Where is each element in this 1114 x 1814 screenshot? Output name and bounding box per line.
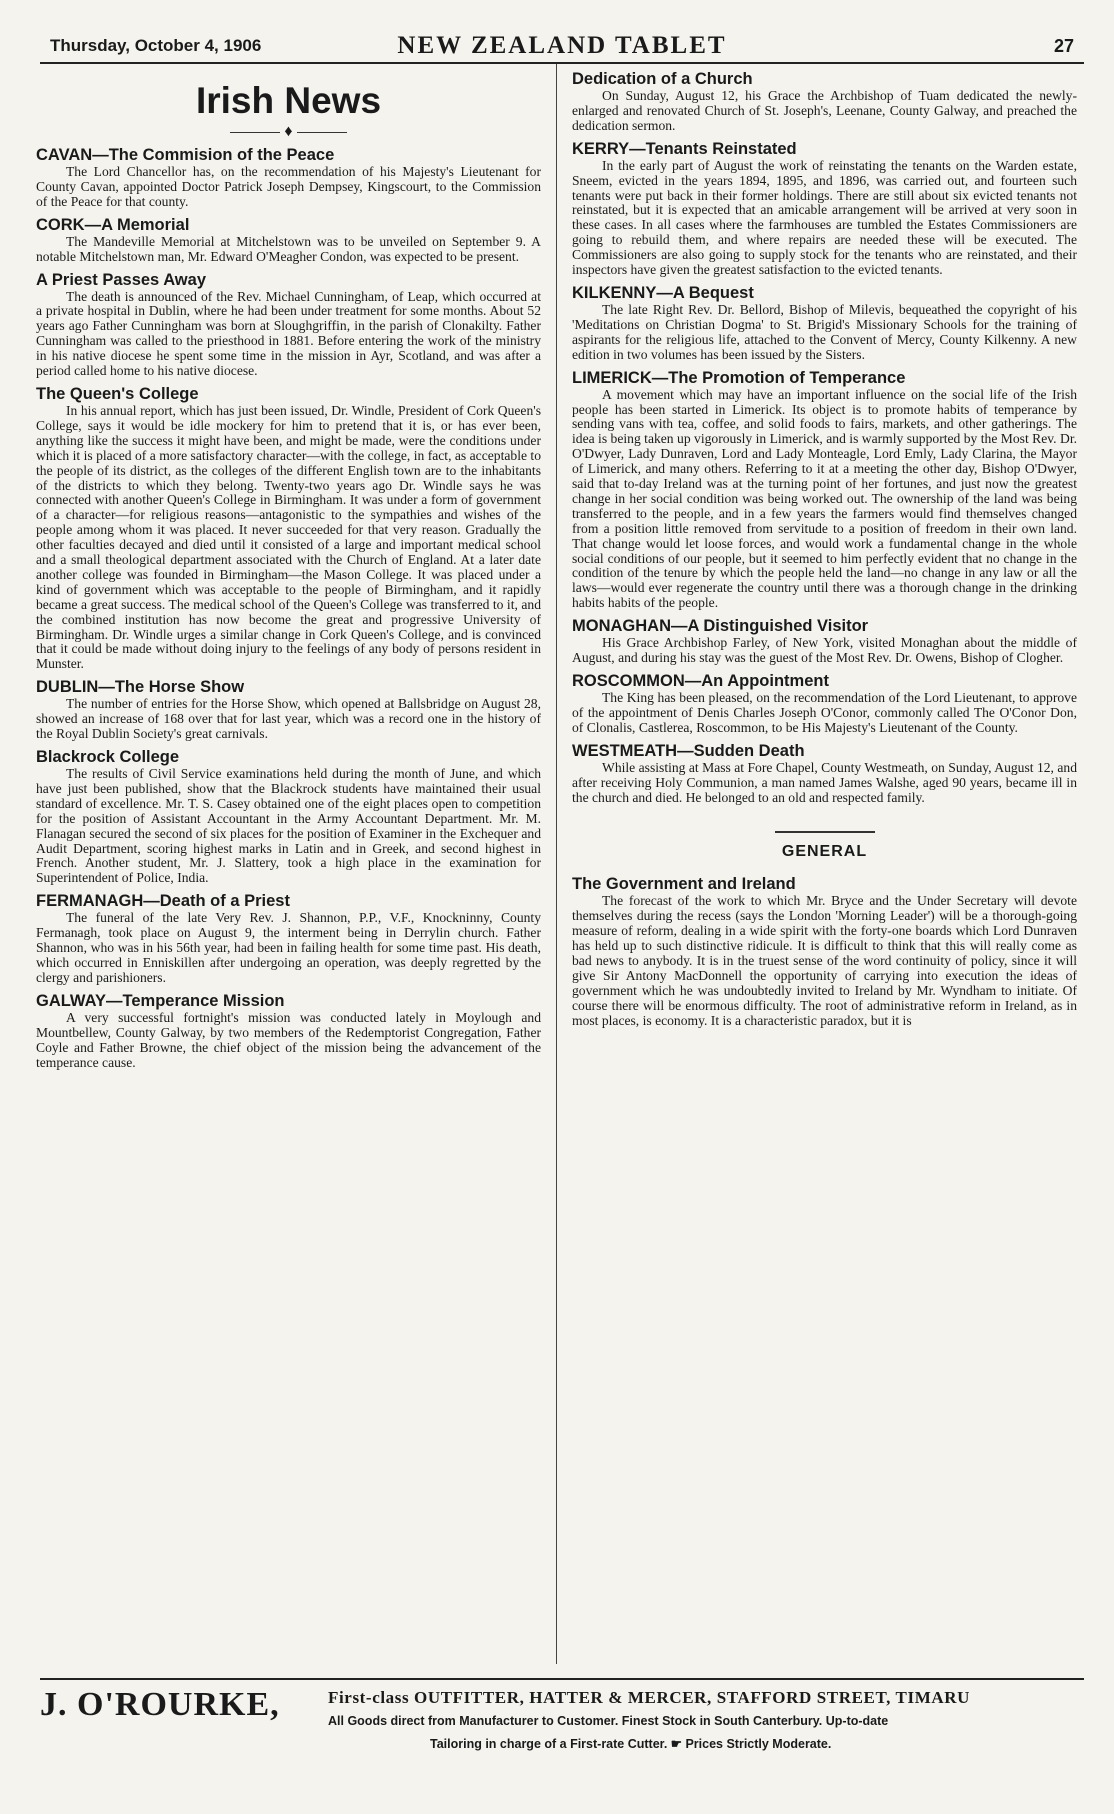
advertiser-name: J. O'ROURKE, (40, 1686, 280, 1723)
article-body: In the early part of August the work of reinstating the tenants on the Warden estate, Sneem, evicted in the years 1894, 1895, and 1896, was carried out, and fourteen such tenants were put back in their former holdings. There are still about six evicted tenants not reinstated, but it is expected that an amicable arrangement will be arrived at very soon in these cases. In all cases where the farmhouses are tumbled the Estates Commissioners are going to rebuild them, and where repairs are needed these will be executed. The Commissioners are also going to supply stock for the tenants who are reinstated, and their inspectors have given the greatest satisfaction to the evicted tenants. (572, 157, 1077, 278)
article (36, 271, 541, 379)
page-header (40, 32, 1084, 62)
article-headline: CORK—A Memorial (36, 215, 190, 234)
article-headline: GALWAY—Temperance Mission (36, 991, 285, 1010)
article-body: The number of entries for the Horse Show, which opened at Ballsbridge on August 28, showed an increase of 168 over that for last year, which was a record one in the history of the Royal Dublin Society's great carnivals. (36, 696, 541, 742)
article-body: A movement which may have an important influence on the social life of the Irish people has been started in Limerick. Its object is to promote habits of temperance by sending vans with tea, coffee, and solid foods to fairs, markets, and other gatherings. The idea is being taken up vigorously in Limerick, and is warmly supported by the Most Rev. Dr. O'Dwyer, Lady Dunraven, Lord and Lady Monteagle, Lord Emly, Lady Clarina, the Mayor of Limerick, and many others. Referring to it at a meeting the other day, Bishop O'Dwyer, said that to-day Ireland was at the turning point of her fortunes, and just now the greatest change in her social condition was being worked out. The ownership of the land was being transferred to the people, and in a few years the farmers would find themselves changed from a position little removed from servitude to a position of freedom in their own land. That change would let loose forces, and would work a fundamental change in the whole social conditions of our people, but it seemed to him perfectly evident that no change in the condition of the tenure by which the people held the land—no change in any law or all the laws—would ever regenerate the country until there was a thorough change in the drinking habits habits of the people. (572, 386, 1077, 611)
article-headline: KERRY—Tenants Reinstated (572, 139, 797, 158)
ad-line-2: All Goods direct from Manufacturer to Customer. Finest Stock in South Canterbury. Up-to-date (328, 1714, 889, 1728)
article-headline: ROSCOMMON—An Appointment (572, 672, 829, 690)
article-headline: DUBLIN—The Horse Show (36, 678, 245, 697)
ad-line-1: First-class OUTFITTER, HATTER & MERCER, STAFFORD STREET, TIMARU (328, 1688, 970, 1707)
ornament-divider (36, 124, 541, 140)
column-divider (556, 64, 557, 1664)
article-headline: A Priest Passes Away (36, 270, 206, 289)
footer-rule (40, 1678, 1084, 1680)
header-rule (40, 62, 1084, 64)
article-body: While assisting at Mass at Fore Chapel, County Westmeath, on Sunday, August 12, and after receiving Holy Communion, a man named James Walshe, aged 90 years, became ill in the church and died. He belonged to an old and respected family. (572, 759, 1077, 805)
ad-line-3: Tailoring in charge of a First-rate Cutter. ☛ Prices Strictly Moderate. (430, 1737, 832, 1751)
article (36, 678, 541, 742)
diamond-icon: ♦ (284, 123, 293, 140)
article-body: In his annual report, which has just been issued, Dr. Windle, President of Cork Queen's College, says it would be idle mockery for him to pretend that it is, or has ever been, anything like the success it might have been, and might be made, were the conditions under which it is placed of a more satisfactory character—with the college, in fact, as acceptable to the people of its district, as the colleges of the different English town are to the inhabitants of the districts to which they belong. Twenty-two years ago Dr. Windle says he was connected with another Queen's College in Birmingham. It was under a form of government of a character—for religious reasons—antagonistic to the sympathies and wishes of the people among whom it was placed. It never succeeded for that very reason. Gradually the other faculties decayed and died until it consisted of a large and important medical school and a small theological department associated with the Church of England. At a later date another college was founded in Birmingham—the Mason College. It was placed under a kind of government which was acceptable to the people of Birmingham, and it rapidly became a great success. The medical school of the Queen's College was transferred to it, and the combined institution has now become the great and progressive University of Birmingham. Dr. Windle urges a similar change in Cork Queen's College, and is convinced that it could be made without doing injury to the feelings of any body of persons resident in Munster. (36, 402, 541, 672)
left-article-list (36, 146, 541, 1070)
article-headline: MONAGHAN—A Distinguished Visitor (572, 617, 869, 636)
article (572, 875, 1077, 1028)
article-body: The funeral of the late Very Rev. J. Shannon, P.P., V.F., Knockninny, County Fermanagh, took place on August 9, the interment being in Derrylin church. Father Shannon, who was in his 56th year, had been in failing health for some time past. His death, which occurred in Enniskillen after undergoing an operation, was deeply regretted by the clergy and parishioners. (36, 910, 541, 985)
article (572, 369, 1077, 612)
right-article-list (572, 70, 1077, 805)
article (36, 385, 541, 672)
section-title-irish-news: Irish News (195, 80, 382, 121)
article (572, 140, 1077, 278)
article-headline: The Government and Ireland (572, 875, 796, 894)
article-body: The results of Civil Service examinations held during the month of June, and which have just been published, show that the Blackrock students have maintained their usual standard of excellence. Mr. T. S. Casey obtained one of the eight places open to competition for the position of Assistant Accountant in the Army Accountant Department. Mr. M. Flanagan secured the second of six places for the position of Examiner in the Exchequer and Audit Department, scoring highest marks in Latin and in Greek, and second highest in French. Another student, Mr. J. Slattery, took a high place in the examination for Superintendent of Police, India. (36, 766, 541, 886)
article-body: On Sunday, August 12, his Grace the Archbishop of Tuam dedicated the newly-enlarged and renovated Church of St. Joseph's, Leenane, County Galway, and preached the dedication sermon. (572, 88, 1077, 133)
article-body: The death is announced of the Rev. Michael Cunningham, of Leap, which occurred at a private hospital in Dublin, where he had been under treatment for some months. About 52 years ago Father Cunningham was born at Sloughgriffin, in the parish of Clonakilty. Father Cunningham was called to the priesthood in 1881. Before entering the work of the ministry in his native diocese he spent some time in the mission in Ayr, Scotland, and was after a period called home to his native diocese. (36, 288, 541, 379)
right-column (572, 66, 1077, 1666)
article (572, 70, 1077, 134)
article (36, 892, 541, 986)
newspaper-title: NEW ZEALAND TABLET (397, 32, 727, 59)
article (572, 742, 1077, 806)
article-headline: FERMANAGH—Death of a Priest (36, 892, 290, 911)
article-headline: WESTMEATH—Sudden Death (572, 741, 805, 760)
left-column (36, 66, 541, 1666)
article-body: His Grace Archbishop Farley, of New York, visited Monaghan about the middle of August, and during his stay was the guest of the Most Rev. Dr. Owens, Bishop of Clogher. (572, 635, 1077, 666)
article-headline: LIMERICK—The Promotion of Temperance (572, 368, 906, 387)
section-divider-general (572, 831, 1077, 861)
general-article-list (572, 875, 1077, 1028)
article (572, 284, 1077, 363)
article-body: The late Right Rev. Dr. Bellord, Bishop of Milevis, bequeathed the copyright of his 'Meditations on Christian Dogma' to St. Brigid's Missionary Schools for the training of aspirants for the religious life, attached to the Convent of Mercy, County Kilkenny. A new edition in two volumes has been issued by the Sisters. (572, 301, 1077, 362)
article (36, 216, 541, 265)
article (36, 748, 541, 886)
article (572, 672, 1077, 736)
section-title-general: GENERAL (781, 843, 868, 861)
article-headline: Dedication of a Church (572, 70, 753, 88)
article-headline: Blackrock College (36, 748, 180, 766)
article-body: The King has been pleased, on the recommendation of the Lord Lieutenant, to approve of the appointment of Denis Charles Joseph O'Conor, commonly called The O'Conor Don, of Clonalis, Castlerea, Roscommon, to be His Majesty's Lieutenant of the County. (572, 690, 1077, 735)
section-rule (775, 831, 875, 833)
article-headline: KILKENNY—A Bequest (572, 283, 754, 302)
article (572, 617, 1077, 666)
article-headline: The Queen's College (36, 384, 199, 403)
article (36, 992, 541, 1071)
article-body: The Mandeville Memorial at Mitchelstown was to be unveiled on September 9. A notable Mitchelstown man, Mr. Edward O'Meagher Condon, was expected to be present. (36, 233, 541, 264)
advertisement (40, 1684, 1084, 1784)
article (36, 146, 541, 210)
article-body: The Lord Chancellor has, on the recommendation of his Majesty's Lieutenant for County Cavan, appointed Doctor Patrick Joseph Dempsey, Kingscourt, to the Commission of the Peace for that county. (36, 164, 541, 209)
issue-date: Thursday, October 4, 1906 (50, 36, 262, 55)
article-body: A very successful fortnight's mission was conducted lately in Moylough and Mountbellew, County Galway, by two members of the Redemptorist Congregation, Father Coyle and Father Browne, the chief object of the mission being the advancement of the temperance cause. (36, 1009, 541, 1070)
page-number: 27 (1053, 36, 1074, 56)
article-body: The forecast of the work to which Mr. Bryce and the Under Secretary will devote themselves during the recess (says the London 'Morning Leader') will be a thorough-going measure of reform, dealing in a wide spirit with the forty-one boards which Lord Dunraven has held up to such distinctive ridicule. It is difficult to think that this will really come as bad news to anybody. It is in the truest sense of the word continuity of policy, since it will give Sir Antony MacDonnell the opportunity of carrying into execution the ideas of government which he was undoubtedly invited to Ireland by Mr. Wyndham to initiate. Of course there will be enormous difficulty. The root of administrative reform in Ireland, as in most places, is economy. It is a characteristic paradox, but it is (572, 893, 1077, 1028)
article-headline: CAVAN—The Commision of the Peace (36, 146, 335, 164)
